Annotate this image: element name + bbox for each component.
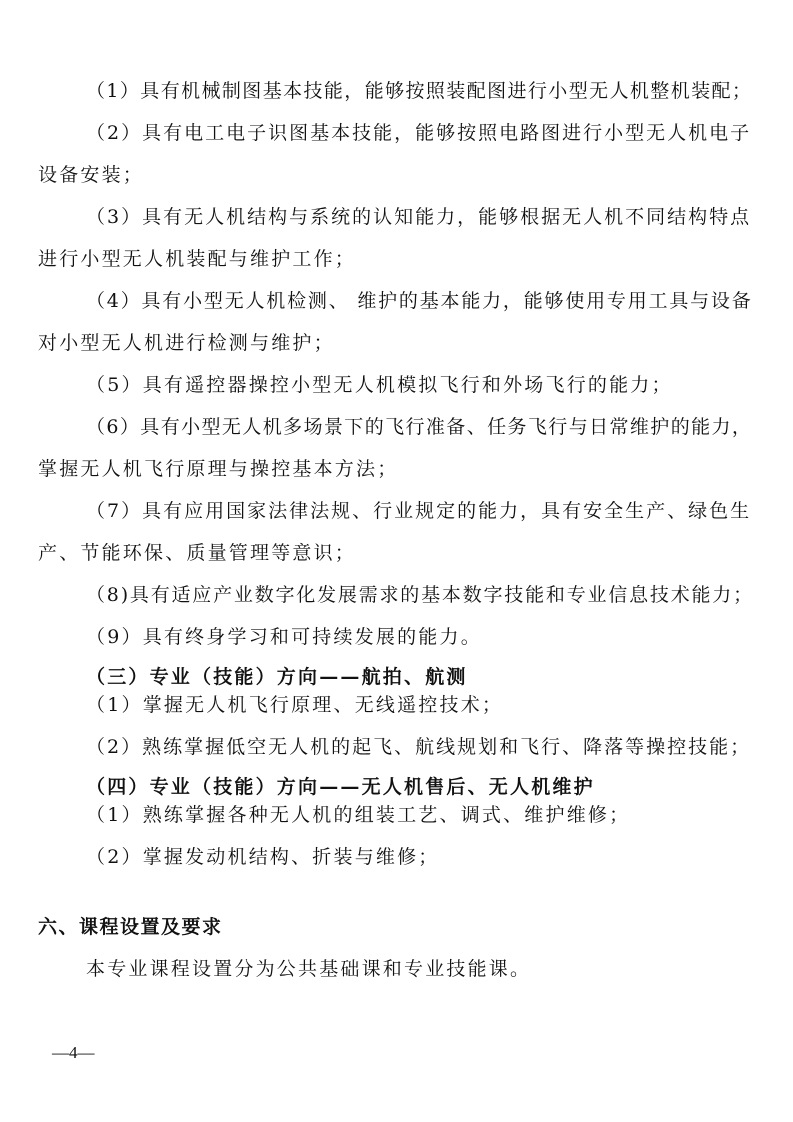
skill-4-line-1: （4）具有小型无人机检测、 维护的基本能力，能够使用专用工具与设备 <box>86 290 753 312</box>
skill-3-line-1: （3）具有无人机结构与系统的认知能力，能够根据无人机不同结构特点 <box>86 206 752 228</box>
direction-4-item-1: （1）熟练掌握各种无人机的组装工艺、调式、维护维修； <box>86 804 631 826</box>
skill-7-line-2: 产、节能环保、质量管理等意识； <box>38 542 357 564</box>
skill-2-line-2: 设备安装； <box>38 164 145 186</box>
page-number: —4— <box>52 1043 95 1062</box>
skill-9-line-1: （9）具有终身学习和可持续发展的能力。 <box>86 626 482 648</box>
skill-2-line-1: （2）具有电工电子识图基本技能，能够按照电路图进行小型无人机电子 <box>86 122 752 144</box>
skill-6-line-1: （6）具有小型无人机多场景下的飞行准备、任务飞行与日常维护的能力， <box>86 416 753 438</box>
direction-3-item-2: （2）熟练掌握低空无人机的起飞、航线规划和飞行、降落等操控技能； <box>86 736 752 758</box>
direction-3-item-1: （1）掌握无人机飞行原理、无线遥控技术； <box>86 694 504 716</box>
skill-7-line-1: （7）具有应用国家法律法规、行业规定的能力，具有安全生产、绿色生 <box>86 500 752 522</box>
section-6-text: 本专业课程设置分为公共基础课和专业技能课。 <box>86 958 532 980</box>
skill-4-line-2: 对小型无人机进行检测与维护； <box>38 332 335 354</box>
direction-3-heading: （三）专业（技能）方向——航拍、航测 <box>86 666 468 688</box>
direction-4-heading: （四）专业（技能）方向——无人机售后、无人机维护 <box>86 776 595 798</box>
skill-8-line-1: （8)具有适应产业数字化发展需求的基本数字技能和专业信息技术能力； <box>86 584 754 606</box>
section-6-heading: 六、课程设置及要求 <box>38 916 223 938</box>
direction-4-item-2: （2）掌握发动机结构、折装与维修； <box>86 846 440 868</box>
skill-6-line-2: 掌握无人机飞行原理与操控基本方法； <box>38 458 399 480</box>
skill-5-line-1: （5）具有遥控器操控小型无人机模拟飞行和外场飞行的能力； <box>86 374 673 396</box>
skill-3-line-2: 进行小型无人机装配与维护工作； <box>38 248 357 270</box>
skill-1-line-1: （1）具有机械制图基本技能，能够按照装配图进行小型无人机整机装配； <box>86 80 753 102</box>
